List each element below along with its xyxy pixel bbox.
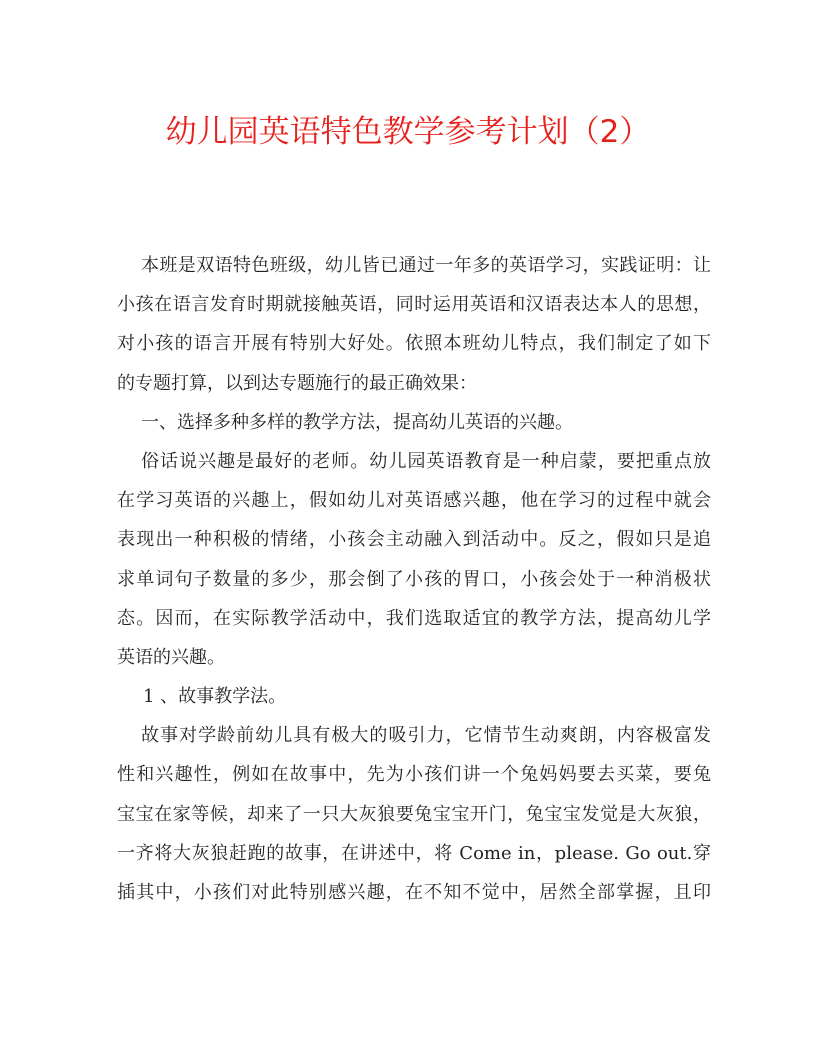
document-body	[117, 246, 711, 912]
paragraph-line: 英语的兴趣。	[117, 646, 225, 668]
section-heading: 一、选择多种多样的教学方法，提高幼儿英语的兴趣。	[141, 411, 573, 433]
paragraph-line: 插其中，小孩们对此特别感兴趣，在不知不觉中，居然全部掌握，且印	[117, 882, 711, 903]
paragraph-line: 故事对学龄前幼儿具有极大的吸引力，它情节生动爽朗，内容极富发	[141, 725, 711, 747]
paragraph-line: 小孩在语言发育时期就接触英语，同时运用英语和汉语表达本人的思想，	[117, 294, 711, 316]
paragraph-line: 俗话说兴趣是最好的老师。幼儿园英语教育是一种启蒙，要把重点放	[141, 450, 711, 472]
paragraph-line: 性和兴趣性，例如在故事中，先为小孩们讲一个兔妈妈要去买菜，要兔	[117, 764, 711, 786]
paragraph-line: 表现出一种积极的情绪，小孩会主动融入到活动中。反之，假如只是追	[117, 529, 711, 551]
paragraph-line: 求单词句子数量的多少，那会倒了小孩的胃口，小孩会处于一种消极状	[117, 568, 711, 590]
paragraph-line: 对小孩的语言开展有特别大好处。依照本班幼儿特点，我们制定了如下	[117, 333, 711, 355]
paragraph-line: 一齐将大灰狼赶跑的故事，在讲述中，将 Come in，please. Go out.穿	[117, 842, 711, 864]
document-title: 幼儿园英语特色教学参考计划（2）	[165, 114, 651, 150]
paragraph-line: 在学习英语的兴趣上，假如幼儿对英语感兴趣，他在学习的过程中就会	[117, 490, 711, 512]
paragraph-line: 态。因而，在实际教学活动中，我们选取适宜的教学方法，提高幼儿学	[117, 607, 711, 629]
paragraph-line: 本班是双语特色班级，幼儿皆已通过一年多的英语学习，实践证明：让	[141, 255, 711, 276]
subsection-heading: 1 、故事教学法。	[143, 686, 287, 708]
paragraph-line: 宝宝在家等候，却来了一只大灰狼要兔宝宝开门，兔宝宝发觉是大灰狼，	[117, 803, 711, 825]
paragraph-line: 的专题打算，以到达专题施行的最正确效果：	[117, 372, 477, 394]
